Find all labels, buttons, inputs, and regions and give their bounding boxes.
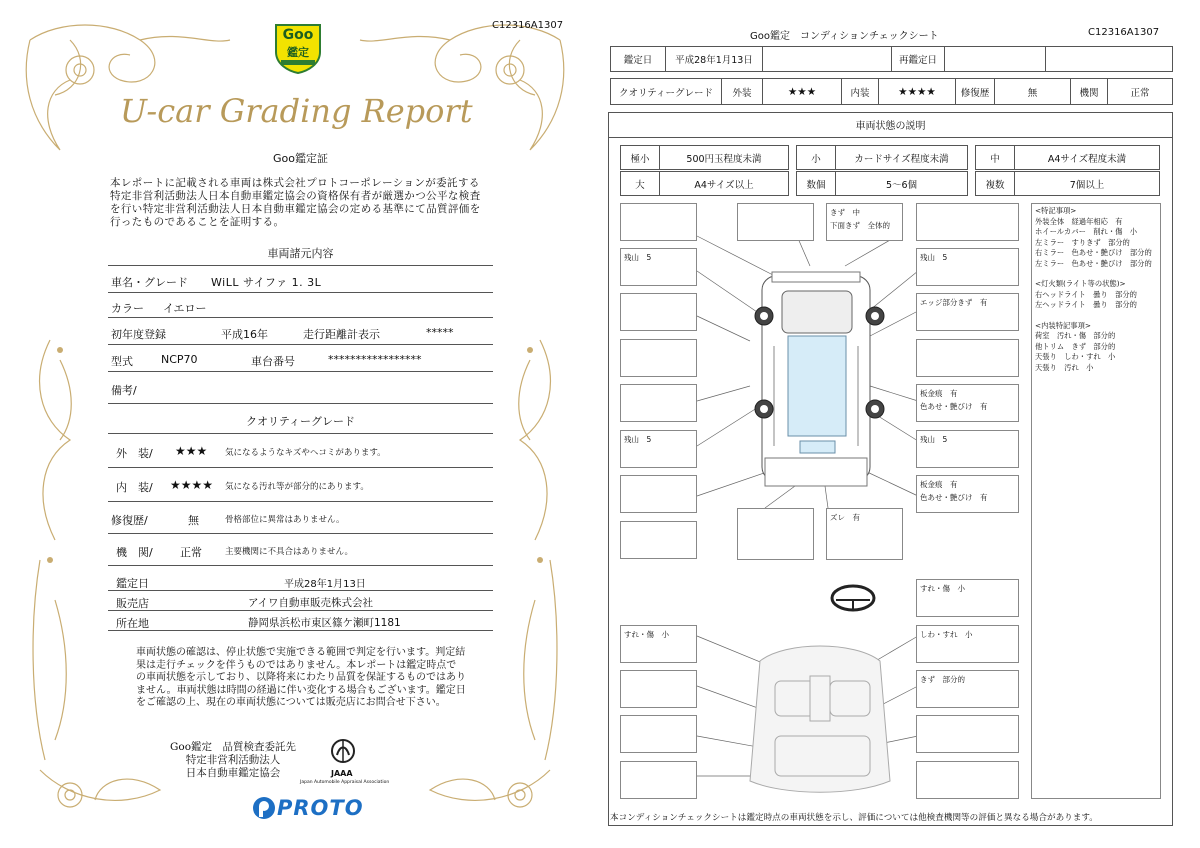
callout-l2: 残山 5 bbox=[620, 248, 697, 286]
jaaa-logo bbox=[300, 738, 410, 793]
left-doc-id: C12316A1307 bbox=[492, 20, 564, 31]
address-row bbox=[108, 611, 493, 631]
appraisal-date-row bbox=[108, 572, 493, 591]
engine-note: 主要機関に不具合はありません。 bbox=[225, 547, 354, 557]
repair-value-cell: 無 bbox=[994, 78, 1071, 105]
callout-r4-line1: 板金痕 有 bbox=[920, 389, 958, 398]
jaaa-sub: Japan Automobile Appraisal Association bbox=[300, 780, 390, 785]
spec-row-remarks bbox=[108, 372, 493, 404]
proto-mark-icon bbox=[252, 796, 276, 820]
proto-logo-text: PROTO bbox=[277, 796, 364, 820]
callout-bottom-center: ズレ 有 bbox=[826, 508, 903, 560]
org-line-1: Goo鑑定 品質検査委託先 bbox=[169, 741, 297, 753]
callout-r5: 残山 5 bbox=[916, 430, 1019, 468]
interior-note-0: 荷室 汚れ・傷 部分的 bbox=[1035, 331, 1116, 340]
condition-sheet bbox=[600, 0, 1200, 848]
callout-l11 bbox=[620, 715, 697, 753]
callout-r11 bbox=[916, 761, 1019, 799]
legend-label-1: 小 bbox=[796, 145, 836, 170]
appraisal-date-label-cell: 鑑定日 bbox=[610, 46, 666, 72]
callout-l9: すれ・傷 小 bbox=[620, 625, 697, 663]
legend-label-3: 大 bbox=[620, 171, 660, 196]
callout-l7 bbox=[620, 475, 697, 513]
exterior-stars: ★★★ bbox=[175, 444, 208, 458]
engine-value-cell: 正常 bbox=[1107, 78, 1173, 105]
spec-row-registration bbox=[108, 318, 493, 345]
appraisal-date-label: 鑑定日 bbox=[116, 577, 149, 590]
legend-label-0: 極小 bbox=[620, 145, 660, 170]
callout-r1: 残山 5 bbox=[916, 248, 1019, 286]
repair-label-cell: 修復歴 bbox=[955, 78, 995, 105]
special-4: 左ミラー 色あせ・艶びけ 部分的 bbox=[1035, 258, 1152, 268]
callout-l10 bbox=[620, 670, 697, 708]
certificate-panel bbox=[0, 0, 590, 848]
legend-value-0: 500円玉程度未満 bbox=[659, 145, 789, 170]
disclaimer-text: 車両状態の確認は、停止状態で実施できる範囲で判定を行います。判定結果は走行チェックを伴うものではありません。本レポートは鑑定時点での車両状態を示しており、以降将来にわたり品質を保証するものではありません。車両状態は時間の経過に伴い変化する場合もございます。鑑定日をご確認の上、現在の車両状態については販売店にお問合せ下さい。 bbox=[136, 647, 466, 709]
interior-note: 気になる汚れ等が部分的にあります。 bbox=[225, 482, 369, 492]
callout-l5 bbox=[620, 384, 697, 422]
engine-label-cell: 機関 bbox=[1070, 78, 1108, 105]
callout-r6-line1: 板金痕 有 bbox=[920, 480, 958, 489]
interior-note-3: 天張り 汚れ 小 bbox=[1035, 362, 1094, 372]
reappraisal-value-cell bbox=[944, 46, 1046, 72]
notes-panel bbox=[1031, 203, 1161, 799]
sheet-footer: 本コンディションチェックシートは鑑定時点の車両状態を示し、評価については他検査機関等の評価と異なる場合があります。 bbox=[610, 813, 1098, 823]
callout-r10 bbox=[916, 715, 1019, 753]
callout-r9: きず 部分的 bbox=[916, 670, 1019, 708]
interior-label: 内 装/ bbox=[116, 481, 153, 494]
goo-badge-icon bbox=[273, 22, 323, 74]
special-3: 右ミラー 色あせ・艶びけ 部分的 bbox=[1035, 248, 1152, 257]
goo-badge-kanji: 鑑定 bbox=[287, 46, 309, 59]
legend-value-2: A4サイズ程度未満 bbox=[1014, 145, 1160, 170]
interior-value-cell: ★★★★ bbox=[878, 78, 956, 105]
interior-notes-header: <内装特記事項> bbox=[1035, 320, 1092, 330]
script-title: U-car Grading Report bbox=[120, 92, 473, 130]
callout-r8: しわ・すれ 小 bbox=[916, 625, 1019, 663]
callout-r7: すれ・傷 小 bbox=[916, 579, 1019, 617]
appraisal-date-value: 平成28年1月13日 bbox=[284, 579, 366, 590]
quality-label-cell: クオリティーグレード bbox=[610, 78, 722, 105]
callout-top-3 bbox=[916, 203, 1019, 241]
callout-r6-line2: 色あせ・艶びけ 有 bbox=[920, 493, 988, 502]
callout-l4 bbox=[620, 339, 697, 377]
blank-cell-2 bbox=[1045, 46, 1173, 72]
spec-row-model bbox=[108, 345, 493, 372]
chassis-value: ***************** bbox=[328, 353, 422, 366]
exterior-value-cell: ★★★ bbox=[762, 78, 842, 105]
callout-l12 bbox=[620, 761, 697, 799]
interior-row bbox=[108, 468, 493, 502]
special-2: 左ミラー すりきず 部分的 bbox=[1035, 237, 1130, 247]
address-value: 静岡県浜松市東区篠ケ瀬町1181 bbox=[248, 617, 401, 629]
model-label: 型式 bbox=[111, 355, 133, 368]
quality-title-row bbox=[108, 404, 493, 434]
org-line-3: 日本自動車鑑定協会 bbox=[185, 767, 281, 779]
color-label: カラー bbox=[111, 302, 144, 315]
callout-top-center bbox=[826, 203, 903, 241]
legend-label-4: 数個 bbox=[796, 171, 836, 196]
condition-title: 車両状態の説明 bbox=[608, 112, 1173, 138]
legend-value-5: 7個以上 bbox=[1014, 171, 1160, 196]
exterior-label: 外 装/ bbox=[116, 447, 153, 460]
certificate-heading: Goo鑑定証 bbox=[273, 152, 328, 165]
quality-title: クオリティーグレード bbox=[246, 415, 355, 428]
car-grade-value: WiLL サイファ 1. 3L bbox=[211, 276, 322, 289]
goo-badge-text: Goo bbox=[282, 27, 314, 43]
callout-l8 bbox=[620, 521, 697, 559]
legend-value-1: カードサイズ程度未満 bbox=[835, 145, 968, 170]
remarks-label: 備考/ bbox=[111, 384, 137, 397]
legend-value-3: A4サイズ以上 bbox=[659, 171, 789, 196]
exterior-row bbox=[108, 434, 493, 468]
callout-top-1 bbox=[737, 203, 814, 241]
blank-cell-1 bbox=[762, 46, 892, 72]
special-header: <特記事項> bbox=[1035, 206, 1077, 215]
callout-r6 bbox=[916, 475, 1019, 513]
callout-l3 bbox=[620, 293, 697, 331]
legend-value-4: 5〜6個 bbox=[835, 171, 968, 196]
org-line-2: 特定非営利活動法人 bbox=[185, 754, 281, 766]
callout-top-center-line2: 下面きず 全体的 bbox=[830, 221, 890, 230]
interior-note-2: 天張り しわ・すれ 小 bbox=[1035, 352, 1116, 361]
repair-label: 修復歴/ bbox=[111, 514, 148, 527]
first-reg-label: 初年度登録 bbox=[111, 328, 166, 341]
exterior-note: 気になるようなキズやヘコミがあります。 bbox=[225, 448, 386, 458]
proto-logo bbox=[252, 794, 362, 822]
callout-r4 bbox=[916, 384, 1019, 422]
legend-label-2: 中 bbox=[975, 145, 1015, 170]
engine-label: 機 関/ bbox=[116, 546, 153, 559]
intro-text: 本レポートに記載される車両は株式会社プロトコーポレーションが委託する特定非営利活動法人日本自動車鑑定協会の資格保有者が厳選かつ公平な検査を行い特定非営利活動法人日本自動車鑑定協会の定める基準にて品質評価を行ったものであることを証明する。 bbox=[110, 177, 481, 228]
dealer-label: 販売店 bbox=[116, 597, 149, 610]
jaaa-emblem-icon bbox=[331, 738, 355, 768]
mileage-label: 走行距離計表示 bbox=[303, 328, 380, 341]
lights-0: 右ヘッドライト 曇り 部分的 bbox=[1035, 289, 1137, 299]
first-reg-value: 平成16年 bbox=[221, 328, 268, 341]
engine-value: 正常 bbox=[180, 546, 202, 559]
dealer-row bbox=[108, 591, 493, 611]
repair-note: 骨格部位に異常はありません。 bbox=[225, 515, 345, 525]
lights-header: <灯火類(ライト等の状態)> bbox=[1035, 279, 1126, 288]
chassis-label: 車台番号 bbox=[251, 355, 295, 368]
exterior-label-cell: 外装 bbox=[721, 78, 763, 105]
color-value: イエロー bbox=[163, 302, 207, 315]
mileage-value: ***** bbox=[426, 326, 454, 339]
sheet-doc-id: C12316A1307 bbox=[1088, 27, 1160, 38]
car-grade-label: 車名・グレード bbox=[111, 276, 188, 289]
sheet-title: Goo鑑定 コンディションチェックシート bbox=[750, 31, 939, 42]
callout-l1 bbox=[620, 203, 697, 241]
special-1: ホイールカバー 削れ・傷 小 bbox=[1035, 227, 1138, 236]
dealer-value: アイワ自動車販売株式会社 bbox=[248, 597, 374, 609]
interior-label-cell: 内装 bbox=[841, 78, 879, 105]
callout-top-center-line1: きず 中 bbox=[830, 208, 860, 217]
repair-row bbox=[108, 502, 493, 534]
jaaa-label: JAAA bbox=[331, 769, 353, 778]
interior-note-1: 他トリム きず 部分的 bbox=[1035, 341, 1116, 351]
special-0: 外装全体 経過年相応 有 bbox=[1035, 216, 1123, 226]
engine-row bbox=[108, 534, 493, 566]
specs-title: 車両諸元内容 bbox=[267, 247, 334, 260]
spec-row-color bbox=[108, 293, 493, 318]
model-value: NCP70 bbox=[161, 353, 198, 366]
lights-1: 左ヘッドライト 曇り 部分的 bbox=[1035, 300, 1137, 309]
repair-value: 無 bbox=[188, 514, 199, 527]
appraisal-date-value-cell: 平成28年1月13日 bbox=[665, 46, 763, 72]
callout-r3 bbox=[916, 339, 1019, 377]
address-label: 所在地 bbox=[116, 617, 149, 630]
spec-row-car bbox=[108, 266, 493, 293]
callout-r2: エッジ部分きず 有 bbox=[916, 293, 1019, 331]
interior-stars: ★★★★ bbox=[170, 478, 214, 492]
callout-l6: 残山 5 bbox=[620, 430, 697, 468]
callout-bottom-1 bbox=[737, 508, 814, 560]
org-block bbox=[158, 741, 308, 780]
callout-r4-line2: 色あせ・艶びけ 有 bbox=[920, 402, 988, 411]
reappraisal-label-cell: 再鑑定日 bbox=[891, 46, 945, 72]
legend-label-5: 複数 bbox=[975, 171, 1015, 196]
